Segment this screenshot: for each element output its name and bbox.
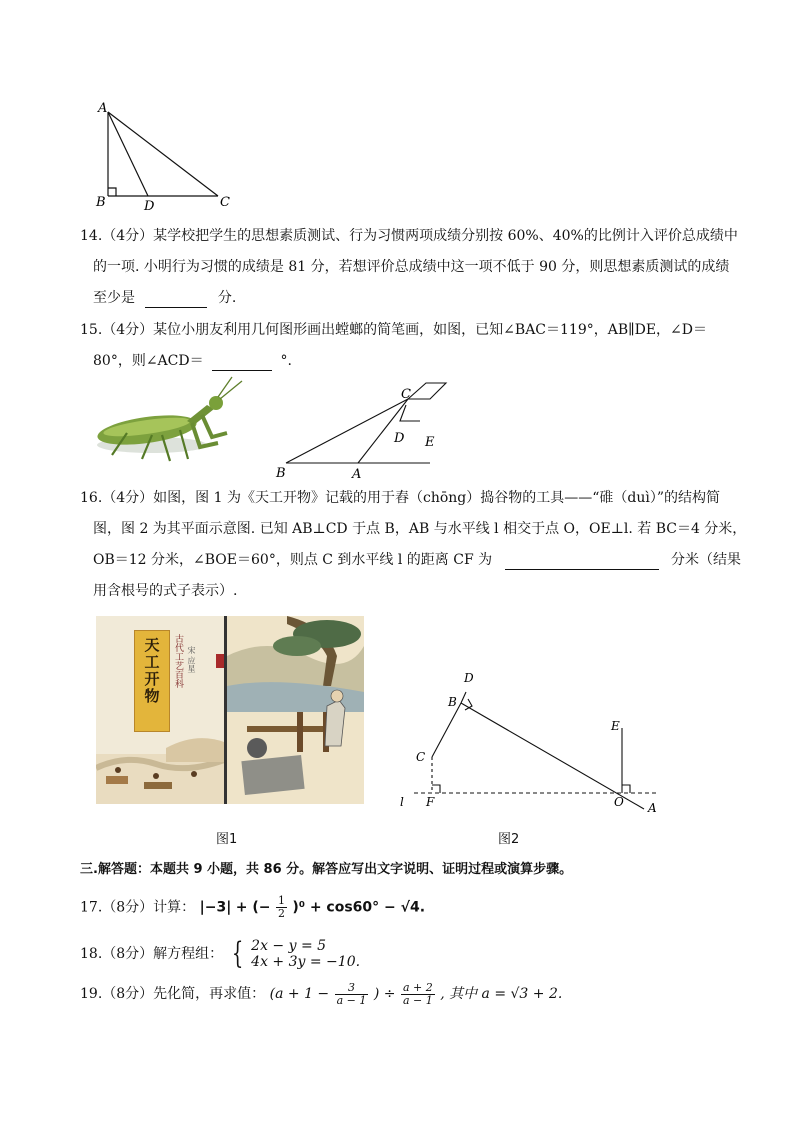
question-14-text-b: 分. <box>217 290 237 306</box>
label-B: B <box>96 195 106 210</box>
fraction-3-over-a-minus-1 <box>335 982 369 1007</box>
question-17-abs: |−3| <box>199 899 232 916</box>
question-19-prefix: 19.（8分）先化简，再求值： <box>80 986 266 1002</box>
question-16-line-3 <box>93 550 741 570</box>
book-red-seal <box>216 654 224 668</box>
figure-2-caption: 图2 <box>498 832 520 847</box>
book-author: 宋 应星 <box>187 646 196 673</box>
label-A: A <box>648 801 657 815</box>
ancient-illustration <box>227 616 364 804</box>
question-17-plus: + (− <box>235 899 271 916</box>
question-17-rest: )⁰ + cos60° − √4. <box>292 899 426 916</box>
question-18 <box>80 936 360 972</box>
question-17 <box>80 895 425 920</box>
question-14-text-a: 至少是 <box>93 290 135 306</box>
question-16-line-2: 图，图 2 为其平面示意图. 已知 AB⊥CD 于点 B，AB 与水平线 l 相交于点 O，OE⊥l. 若 BC＝4 分米， <box>93 521 747 537</box>
label-B: B <box>448 695 457 709</box>
question-14-line-1: 14.（4分）某学校把学生的思想素质测试、行为习惯两项成绩分别按 60%、40%的比例计入评价总成绩中 <box>80 228 738 244</box>
fraction-numerator: 3 <box>335 982 369 995</box>
label-A: A <box>352 467 362 482</box>
label-C: C <box>401 387 411 402</box>
question-15-line-2 <box>93 351 292 371</box>
fraction-numerator: 1 <box>277 894 285 907</box>
book-cover-illustration <box>96 716 224 804</box>
fraction-denominator: a − 1 <box>336 993 367 1007</box>
mantis-image <box>92 375 250 470</box>
label-D: D <box>144 199 155 214</box>
label-A: A <box>98 101 108 116</box>
fraction-numerator: a + 2 <box>402 980 433 994</box>
question-19 <box>80 976 562 1012</box>
label-B: B <box>276 466 286 481</box>
figure-2-diagram <box>394 666 664 818</box>
equation-1: 2x − y = 5 <box>251 938 327 954</box>
question-15-text-b: °. <box>280 353 292 369</box>
label-C: C <box>416 750 426 764</box>
label-C: C <box>220 195 230 210</box>
book-subtitle: 古代工艺百科 <box>173 634 183 688</box>
fraction-a-plus-2-over-a-minus-1 <box>401 982 435 1007</box>
question-14-line-2: 的一项. 小明行为习惯的成绩是 81 分，若想评价总成绩中这一项不低于 90 分，则思想素质测试的成绩 <box>93 259 730 275</box>
question-15-line-1: 15.（4分）某位小朋友利用几何图形画出螳螂的简笔画，如图，已知∠BAC＝119°，AB∥DE，∠D＝ <box>80 322 707 338</box>
figure-1-image <box>96 616 364 804</box>
label-E: E <box>425 435 435 450</box>
system-brace: { <box>231 936 243 971</box>
question-18-prefix: 18.（8分）解方程组： <box>80 946 224 962</box>
question-16-text-b: 分米（结果 <box>671 552 742 568</box>
label-D: D <box>464 671 474 685</box>
fraction-denominator: a − 1 <box>402 993 433 1007</box>
expression-part-1: (a + 1 − <box>269 986 330 1002</box>
fraction-denominator: 2 <box>277 907 285 920</box>
fraction-one-half <box>276 895 287 920</box>
figure-1-caption: 图1 <box>216 832 238 847</box>
label-O: O <box>614 795 624 809</box>
question-16-text-a: OB＝12 分米，∠BOE＝60°，则点 C 到水平线 l 的距离 CF 为 <box>93 552 493 568</box>
label-D: D <box>394 431 405 446</box>
question-17-prefix: 17.（8分）计算： <box>80 899 196 916</box>
equation-2: 4x + 3y = −10. <box>251 954 361 970</box>
label-F: F <box>426 795 435 809</box>
question-14-line-3 <box>93 288 236 308</box>
answer-blank-16[interactable] <box>505 554 659 570</box>
question-15-text-a: 80°，则∠ACD＝ <box>93 353 204 369</box>
section-3-heading: 三.解答题：本题共 9 小题，共 86 分。解答应写出文字说明、证明过程或演算步骤。 <box>80 862 573 877</box>
equation-system <box>251 938 360 970</box>
book-title: 天工开物 <box>142 637 161 705</box>
mantis-geometry-figure <box>268 375 458 485</box>
answer-blank-14[interactable] <box>145 292 207 308</box>
question-16-line-1: 16.（4分）如图，图 1 为《天工开物》记载的用于舂（chōng）捣谷物的工具——“碓（duì）”的结构简 <box>80 490 721 506</box>
label-E: E <box>611 719 620 733</box>
book-cover <box>96 616 224 804</box>
answer-blank-15[interactable] <box>212 355 272 371</box>
triangle-figure-13 <box>90 96 250 216</box>
label-l: l <box>400 795 404 809</box>
question-16-line-4: 用含根号的式子表示）. <box>93 583 238 599</box>
expression-part-3: , 其中 a = √3 + 2. <box>440 986 563 1002</box>
expression-part-2: ) ÷ <box>373 986 396 1002</box>
